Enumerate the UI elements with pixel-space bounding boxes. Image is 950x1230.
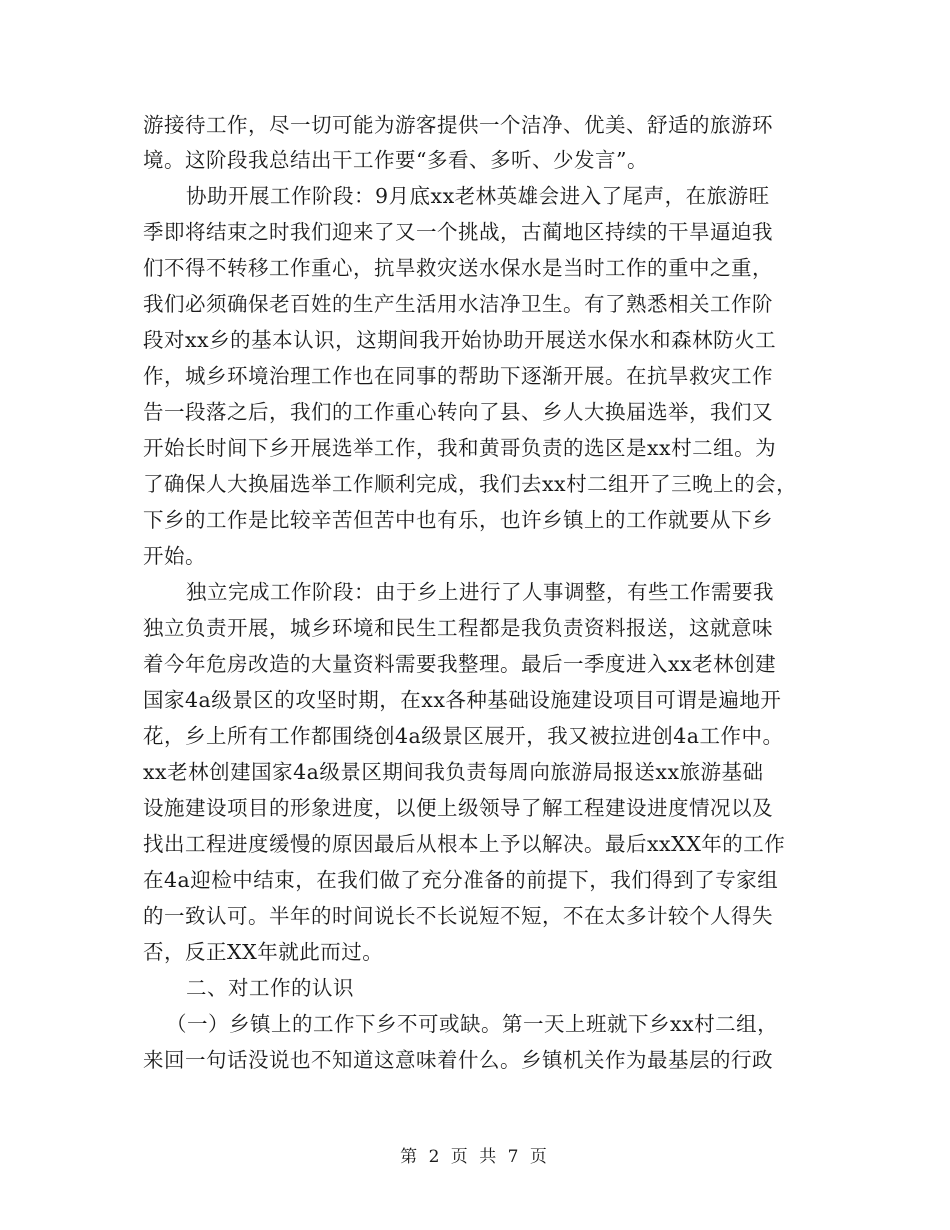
- text-line: 的一致认可。半年的时间说长不长说短不短，不在太多计较个人得失: [143, 904, 773, 928]
- text-line: 境。这阶段我总结出干工作要“多看、多听、少发言”。: [143, 148, 648, 172]
- text-line: 们不得不转移工作重心，抗旱救灾送水保水是当时工作的重中之重，: [143, 256, 773, 280]
- text-line: 作，城乡环境治理工作也在同事的帮助下逐渐开展。在抗旱救灾工作: [143, 364, 773, 388]
- text-line: 我们必须确保老百姓的生产生活用水洁净卫生。有了熟悉相关工作阶: [143, 292, 773, 316]
- section-heading: 二、对工作的认识: [186, 976, 354, 1000]
- text-line: 开始长时间下乡开展选举工作，我和黄哥负责的选区是xx村二组。为: [143, 436, 777, 460]
- text-line: 下乡的工作是比较辛苦但苦中也有乐，也许乡镇上的工作就要从下乡: [143, 508, 773, 532]
- page-footer: 第 2 页 共 7 页: [400, 1147, 550, 1167]
- text-line: 告一段落之后，我们的工作重心转向了县、乡人大换届选举，我们又: [143, 400, 773, 424]
- text-line: 段对xx乡的基本认识，这期间我开始协助开展送水保水和森林防火工: [143, 328, 777, 352]
- text-line: 在4a迎检中结束，在我们做了充分准备的前提下，我们得到了专家组: [143, 868, 779, 892]
- text-line: 独立负责开展，城乡环境和民生工程都是我负责资料报送，这就意味: [143, 616, 773, 640]
- text-line: 找出工程进度缓慢的原因最后从根本上予以解决。最后xxXX年的工作: [143, 832, 786, 856]
- text-line: 着今年危房改造的大量资料需要我整理。最后一季度进入xx老林创建: [143, 652, 777, 676]
- text-line: 设施建设项目的形象进度，以便上级领导了解工程建设进度情况以及: [143, 796, 773, 820]
- text-line: 花，乡上所有工作都围绕创4a级景区展开，我又被拉进创4a工作中。: [143, 724, 784, 748]
- text-line: 游接待工作，尽一切可能为游客提供一个洁净、优美、舒适的旅游环: [143, 113, 773, 137]
- text-line: 来回一句话没说也不知道这意味着什么。乡镇机关作为最基层的行政: [143, 1048, 773, 1072]
- text-line: 国家4a级景区的攻坚时期，在xx各种基础设施建设项目可谓是遍地开: [143, 688, 782, 712]
- text-line: 协助开展工作阶段：9月底xx老林英雄会进入了尾声，在旅游旺: [186, 184, 770, 208]
- text-line: 开始。: [143, 544, 206, 568]
- text-line: （一）乡镇上的工作下乡不可或缺。第一天上班就下乡xx村二组，: [166, 1012, 779, 1036]
- text-line: 了确保人大换届选举工作顺利完成，我们去xx村二组开了三晚上的会，: [143, 472, 798, 496]
- text-line: 独立完成工作阶段：由于乡上进行了人事调整，有些工作需要我: [186, 580, 774, 604]
- text-line: 否，反正XX年就此而过。: [143, 940, 384, 964]
- text-line: 季即将结束之时我们迎来了又一个挑战，古蔺地区持续的干旱逼迫我: [143, 220, 773, 244]
- text-line: xx老林创建国家4a级景区期间我负责每周向旅游局报送xx旅游基础: [143, 760, 764, 784]
